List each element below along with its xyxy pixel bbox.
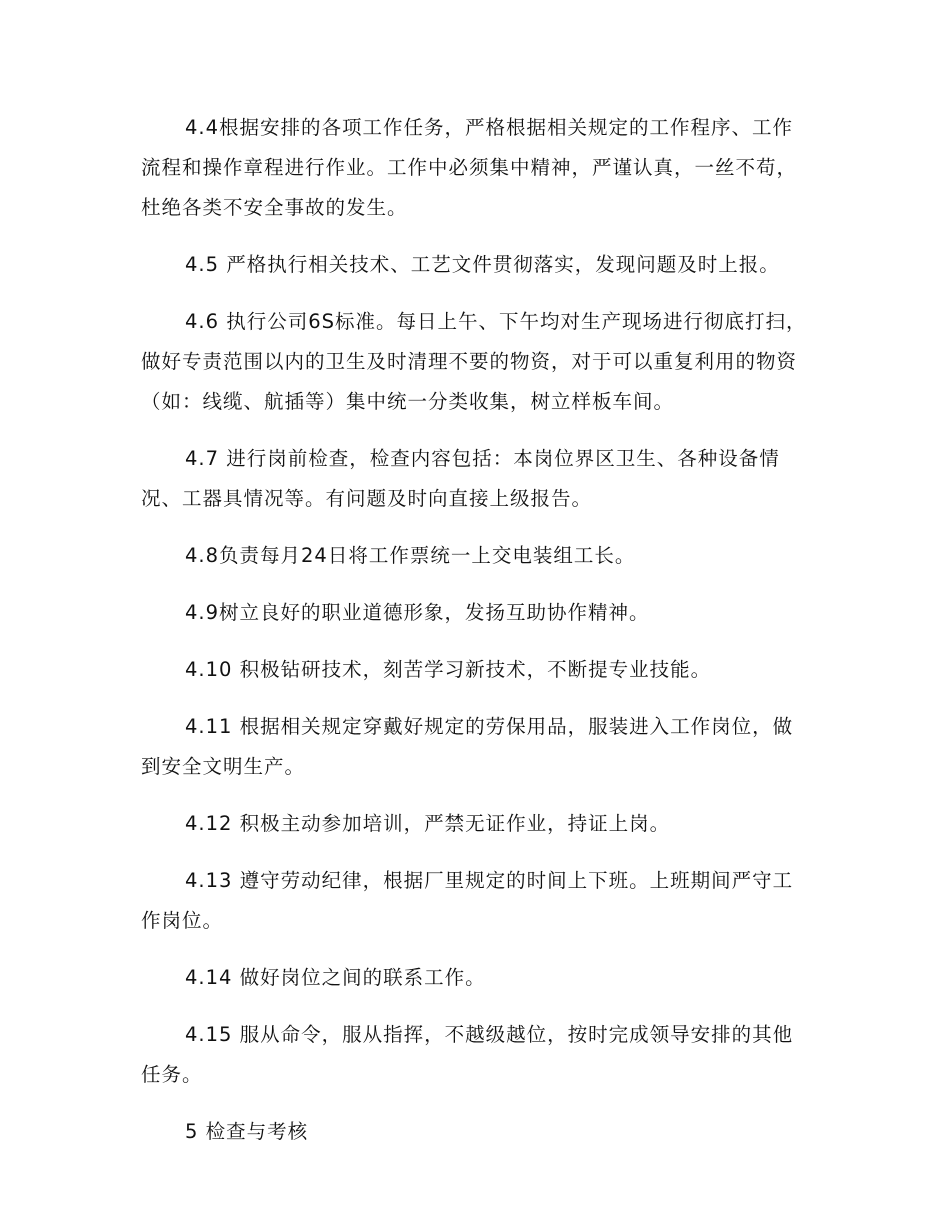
paragraph-4-14: 4.14 做好岗位之间的联系工作。 (185, 966, 486, 989)
paragraph-4-8: 4.8负责每月24日将工作票统一上交电装组工长。 (185, 544, 636, 567)
paragraph-4-7: 4.7 进行岗前检查，检查内容包括：本岗位界区卫生、各种设备情况、工器具情况等。有问题及时向直接上级报告。 (141, 447, 780, 510)
paragraph-4-5: 4.5 严格执行相关技术、工艺文件贯彻落实，发现问题及时上报。 (185, 253, 780, 276)
paragraph-4-9: 4.9树立良好的职业道德形象，发扬互助协作精神。 (185, 601, 650, 624)
paragraph-4-12: 4.12 积极主动参加培训，严禁无证作业，持证上岗。 (185, 812, 671, 835)
paragraph-4-6: 4.6 执行公司6S标准。每日上午、下午均对生产现场进行彻底打扫，做好专责范围以内的卫生及时清理不要的物资，对于可以重复利用的物资（如：线缆、航插等）集中统一分类收集，树立样板车间。 (141, 310, 807, 413)
section-heading: 5 检查与考核 (185, 1120, 309, 1143)
paragraph-4-13: 4.13 遵守劳动纪律，根据厂里规定的时间上下班。上班期间严守工作岗位。 (141, 869, 794, 932)
document-body (141, 108, 811, 1152)
paragraph-4-15: 4.15 服从命令，服从指挥，不越级越位，按时完成领导安排的其他任务。 (141, 1023, 794, 1086)
paragraph-4-4: 4.4根据安排的各项工作任务，严格根据相关规定的工作程序、工作流程和操作章程进行作业。工作中必须集中精神，严谨认真，一丝不苟，杜绝各类不安全事故的发生。 (141, 116, 798, 219)
paragraph-4-10: 4.10 积极钻研技术，刻苦学习新技术，不断提专业技能。 (185, 658, 712, 681)
paragraph-4-11: 4.11 根据相关规定穿戴好规定的劳保用品，服装进入工作岗位，做到安全文明生产。 (141, 715, 794, 778)
